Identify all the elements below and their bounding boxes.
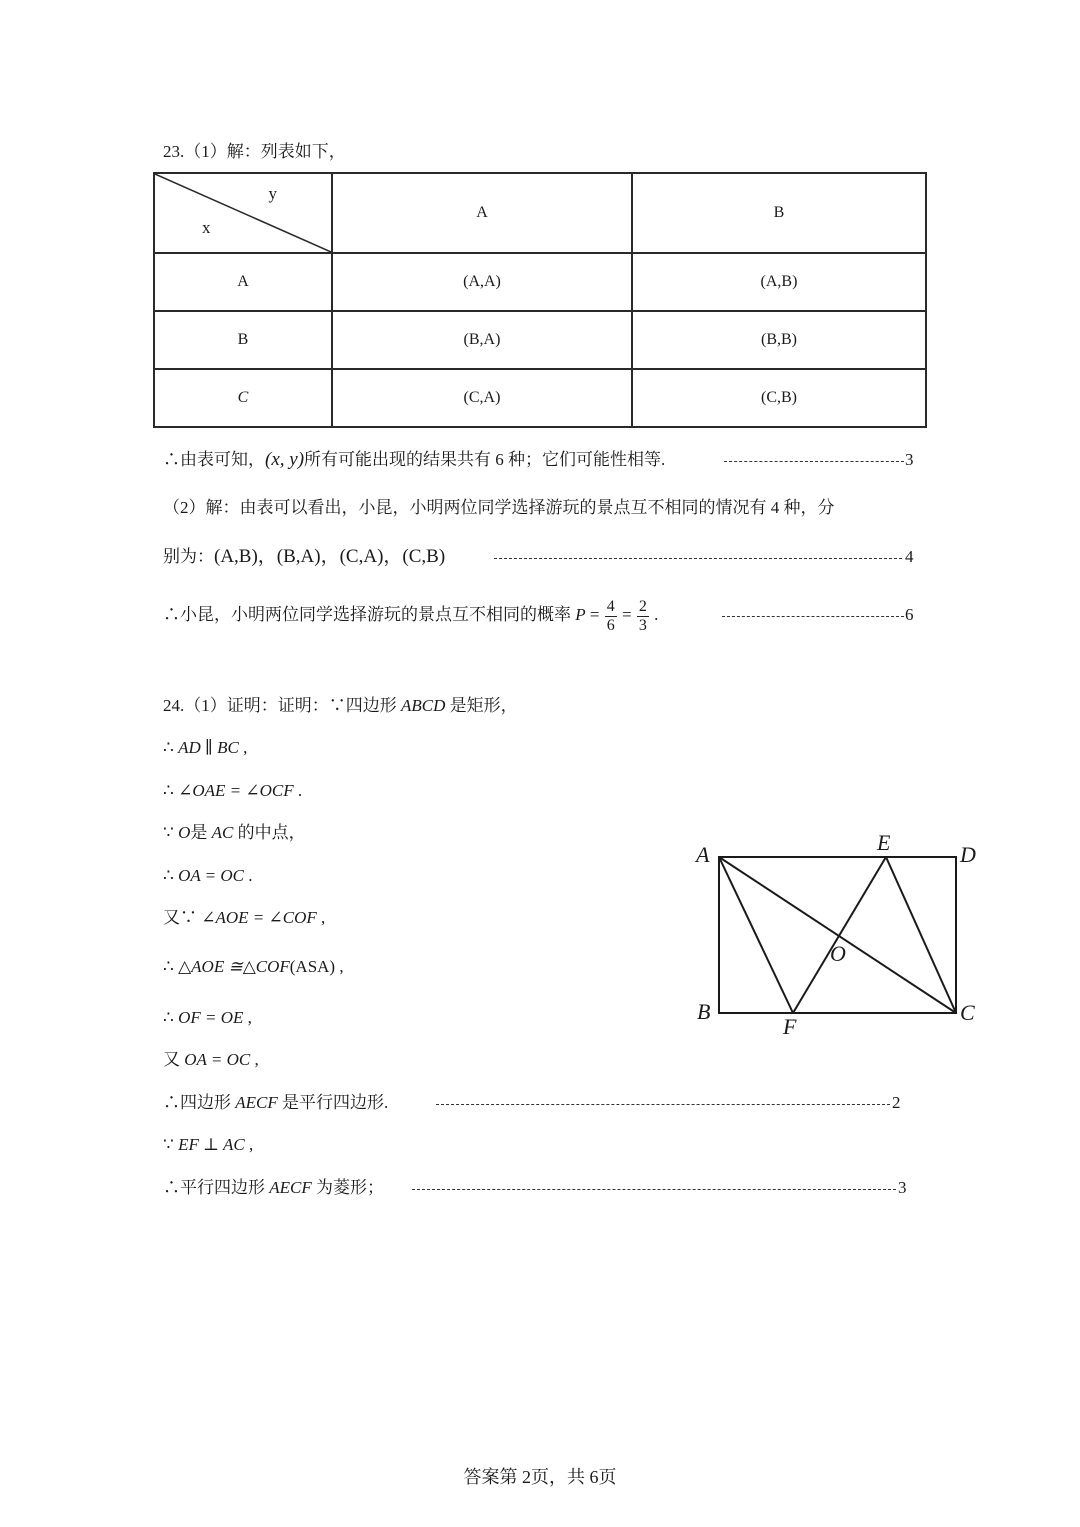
text: . bbox=[293, 781, 303, 800]
math: ABCD bbox=[401, 696, 446, 715]
proof-step bbox=[163, 906, 325, 930]
text: , bbox=[250, 1050, 259, 1069]
math: EF ⊥ AC bbox=[178, 1135, 245, 1154]
score-mark: 4 bbox=[905, 547, 914, 566]
point-label-o: O bbox=[830, 941, 846, 966]
point-label-d: D bbox=[960, 842, 976, 867]
math: OA = OC bbox=[184, 1050, 251, 1069]
text: ∴ bbox=[163, 866, 179, 885]
proof-step bbox=[163, 736, 247, 760]
text: , bbox=[243, 1008, 252, 1027]
math-xy: (x, y) bbox=[265, 449, 305, 470]
table-cell: (B,A) bbox=[332, 311, 632, 369]
row-label: B bbox=[154, 311, 332, 369]
math: OA = OC bbox=[178, 866, 245, 885]
text: (ASA) , bbox=[289, 957, 344, 976]
text: , bbox=[238, 738, 248, 757]
text: ∴小昆，小明两位同学选择游玩的景点互不相同的概率 bbox=[163, 605, 576, 624]
score-mark: 3 bbox=[905, 450, 914, 469]
proof-step bbox=[163, 1176, 384, 1200]
text: 又 bbox=[163, 1050, 185, 1069]
page-footer: 答案第 2页，共 6页 bbox=[463, 1467, 617, 1487]
table-cell: (A,A) bbox=[332, 253, 632, 311]
numerator: 4 bbox=[606, 597, 615, 615]
point-label-b: B bbox=[697, 999, 711, 1024]
equals: = bbox=[589, 605, 600, 624]
q23-heading: 23.（1）解：列表如下， bbox=[163, 142, 346, 161]
math: ∠AOE = ∠COF bbox=[201, 908, 317, 927]
period: . bbox=[654, 605, 659, 624]
outcome-table bbox=[153, 172, 927, 428]
score-leader-line bbox=[436, 1104, 890, 1105]
q23-part2-pairs-line bbox=[163, 545, 445, 569]
text: ∴由表可知， bbox=[163, 450, 265, 469]
numerator: 2 bbox=[638, 597, 647, 615]
proof-step bbox=[163, 779, 302, 803]
text: 的中点， bbox=[233, 823, 306, 842]
score-leader-line bbox=[722, 616, 904, 617]
table-cell: (B,B) bbox=[632, 311, 926, 369]
math: AC bbox=[211, 823, 234, 842]
math: △AOE ≅△COF bbox=[178, 957, 290, 976]
table-cell: (C,B) bbox=[632, 369, 926, 427]
text: ∴ bbox=[163, 738, 179, 757]
text: 所有可能出现的结果共有 6 种；它们可能性相等. bbox=[304, 450, 666, 469]
proof-step bbox=[163, 955, 344, 979]
text: , bbox=[316, 908, 326, 927]
text: ∵ bbox=[163, 823, 179, 842]
proof-step bbox=[163, 864, 253, 888]
diagonal-divider-icon bbox=[155, 174, 331, 252]
column-header-a: A bbox=[332, 173, 632, 253]
fraction-2-3 bbox=[637, 598, 649, 635]
column-header-b: B bbox=[632, 173, 926, 253]
table-row bbox=[154, 369, 926, 427]
q23-part2-line: （2）解：由表可以看出，小昆，小明两位同学选择游玩的景点互不相同的情况有 4 种，分 bbox=[163, 498, 835, 517]
text: 是矩形， bbox=[445, 696, 518, 715]
proof-step bbox=[163, 1133, 253, 1157]
score-leader-line bbox=[494, 558, 902, 559]
q23-probability-line bbox=[163, 596, 658, 635]
table-cell: (C,A) bbox=[332, 369, 632, 427]
text: 又∵ bbox=[163, 908, 202, 927]
denominator: 3 bbox=[638, 616, 647, 634]
table-row bbox=[154, 253, 926, 311]
corner-y-label: y bbox=[268, 184, 277, 203]
proof-step bbox=[163, 821, 306, 845]
fraction-4-6 bbox=[605, 598, 617, 635]
row-label: C bbox=[154, 369, 332, 427]
text: ∴四边形 bbox=[163, 1093, 236, 1112]
text: ∴ bbox=[163, 781, 179, 800]
text: ∵ bbox=[163, 1135, 179, 1154]
text: 是 bbox=[190, 823, 212, 842]
table-cell: (A,B) bbox=[632, 253, 926, 311]
math: AD ∥ BC bbox=[178, 738, 239, 757]
score-leader-line bbox=[412, 1189, 896, 1190]
table-corner-cell bbox=[154, 173, 332, 253]
score-leader-line bbox=[724, 461, 904, 462]
text: 24.（1）证明：证明：∵四边形 bbox=[163, 696, 401, 715]
math: ∠OAE = ∠OCF bbox=[178, 781, 294, 800]
table-row bbox=[154, 311, 926, 369]
corner-x-label: x bbox=[202, 218, 211, 237]
q23-conclusion-line bbox=[163, 448, 665, 472]
math: OF = OE bbox=[178, 1008, 244, 1027]
text: ∴平行四边形 bbox=[163, 1178, 270, 1197]
math-pairs: (A,B)，(B,A)，(C,A)，(C,B) bbox=[214, 546, 446, 567]
proof-step bbox=[163, 1091, 388, 1115]
point-label-e: E bbox=[877, 830, 891, 855]
score-mark: 6 bbox=[905, 605, 914, 624]
math-p: P bbox=[575, 605, 586, 624]
text: , bbox=[244, 1135, 254, 1154]
equals: = bbox=[621, 605, 632, 624]
text: ∴ bbox=[163, 957, 179, 976]
score-mark: 3 bbox=[898, 1178, 907, 1197]
math: AECF bbox=[235, 1093, 278, 1112]
text: 为菱形； bbox=[311, 1178, 384, 1197]
text: ∴ bbox=[163, 1008, 179, 1027]
math: O bbox=[178, 823, 191, 842]
text: . bbox=[244, 866, 253, 885]
math: AECF bbox=[269, 1178, 312, 1197]
row-label: A bbox=[154, 253, 332, 311]
text: 别为： bbox=[163, 547, 214, 566]
q24-heading bbox=[163, 694, 518, 718]
point-label-f: F bbox=[783, 1014, 797, 1039]
point-label-a: A bbox=[696, 842, 710, 867]
proof-step bbox=[163, 1006, 252, 1030]
text: 是平行四边形. bbox=[277, 1093, 389, 1112]
proof-step bbox=[163, 1048, 259, 1072]
denominator: 6 bbox=[606, 616, 615, 634]
point-label-c: C bbox=[960, 1000, 975, 1025]
rectangle-figure bbox=[690, 828, 1010, 1053]
score-mark: 2 bbox=[892, 1093, 901, 1112]
